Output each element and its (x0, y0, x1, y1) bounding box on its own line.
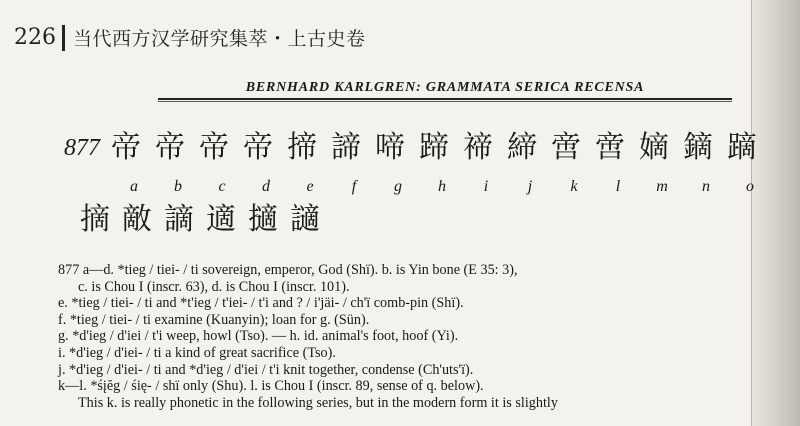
body-line: f. *tieg / tiei- / ti examine (Kuanyin); loan for g. (Sün). (58, 311, 370, 328)
page-gutter-line (751, 0, 752, 426)
body-line: 877 a—d. *tieg / tiei- / ti sovereign, emperor, God (Shï). b. is Yin bone (E 35: 3), (58, 262, 518, 278)
glyph: 帝 (111, 130, 141, 165)
glyph: 帝 (155, 130, 185, 165)
page-gutter-shadow (752, 0, 800, 426)
glyph: 蹄 (419, 130, 449, 165)
glyph-row-secondary (74, 200, 326, 240)
glyph-letter: a (130, 178, 138, 195)
glyph-row-primary (64, 128, 764, 168)
glyph: 啼 (375, 130, 405, 165)
body-line: g. *d'ieg / d'iei / t'i weep, howl (Tso). — h. id. animal's foot, hoof (Yi). (58, 328, 459, 345)
running-head-divider (62, 25, 65, 51)
glyph-letter: j (527, 178, 533, 195)
glyph-letter: e (306, 178, 314, 195)
glyph-letter: f (351, 178, 357, 195)
glyph-letter: m (656, 178, 668, 195)
book-title: BERNHARD KARLGREN: GRAMMATA SERICA RECENSA (245, 80, 645, 95)
glyph: 啻 (551, 130, 581, 165)
glyph-letter: i (483, 178, 489, 195)
glyph: 啻 (595, 130, 625, 165)
glyph-letter: n (702, 178, 710, 195)
glyph: 適 (206, 202, 236, 237)
glyph: 讁 (290, 202, 320, 237)
glyph: 帝 (199, 130, 229, 165)
glyph: 謫 (164, 202, 194, 237)
glyph: 摘 (80, 202, 110, 237)
body-line: j. *d'ieg / d'iei- / ti and *d'ieg / d'iei / t'i knit together, condense (Ch'uts'ï). (58, 361, 474, 378)
body-line: This k. is really phonetic in the following series, but in the modern form it is slightly (78, 394, 558, 411)
glyph: 擿 (248, 202, 278, 237)
glyph: 敵 (122, 202, 152, 237)
glyph: 帝 (243, 130, 273, 165)
glyph: 蹢 (727, 130, 757, 165)
glyph-letter: b (174, 178, 182, 195)
entry-body-text (58, 262, 738, 411)
glyph-letter: k (570, 178, 578, 195)
series-title: 当代西方汉学研究集萃・上古史卷 (73, 28, 366, 50)
glyph-letter: d (262, 178, 270, 195)
glyph: 揥 (287, 130, 317, 165)
glyph-letter: g (394, 178, 402, 195)
glyph: 禘 (463, 130, 493, 165)
glyph-letter: h (438, 178, 446, 195)
glyph: 嫡 (639, 130, 669, 165)
glyph-letter: l (615, 178, 621, 195)
glyph: 鏑 (683, 130, 713, 165)
body-line: c. is Chou I (inscr. 63), d. is Chou I (inscr. 101). (78, 278, 350, 295)
header-rule-thin (158, 101, 732, 102)
body-line: e. *tieg / tiei- / ti and *t'ieg / t'iei- / t'i and ? / i'jäi- / ch'ï comb-pin (Shï). (58, 295, 464, 312)
body-line: i. *d'ieg / d'iei- / ti a kind of great sacrifice (Tso). (58, 344, 336, 361)
glyph: 諦 (331, 130, 361, 165)
glyph-letter: o (746, 178, 754, 195)
running-head (14, 24, 366, 51)
glyph-letter-row (112, 178, 772, 196)
glyph: 締 (507, 130, 537, 165)
glyph-letter: c (218, 178, 226, 195)
page-number: 226 (14, 25, 56, 50)
body-line: k—l. *śįĕg / śię- / shï only (Shu). l. is Chou I (inscr. 89, sense of q. below). (58, 378, 484, 395)
header-rule (158, 98, 732, 100)
glyph-entry-number: 877 (64, 134, 100, 161)
